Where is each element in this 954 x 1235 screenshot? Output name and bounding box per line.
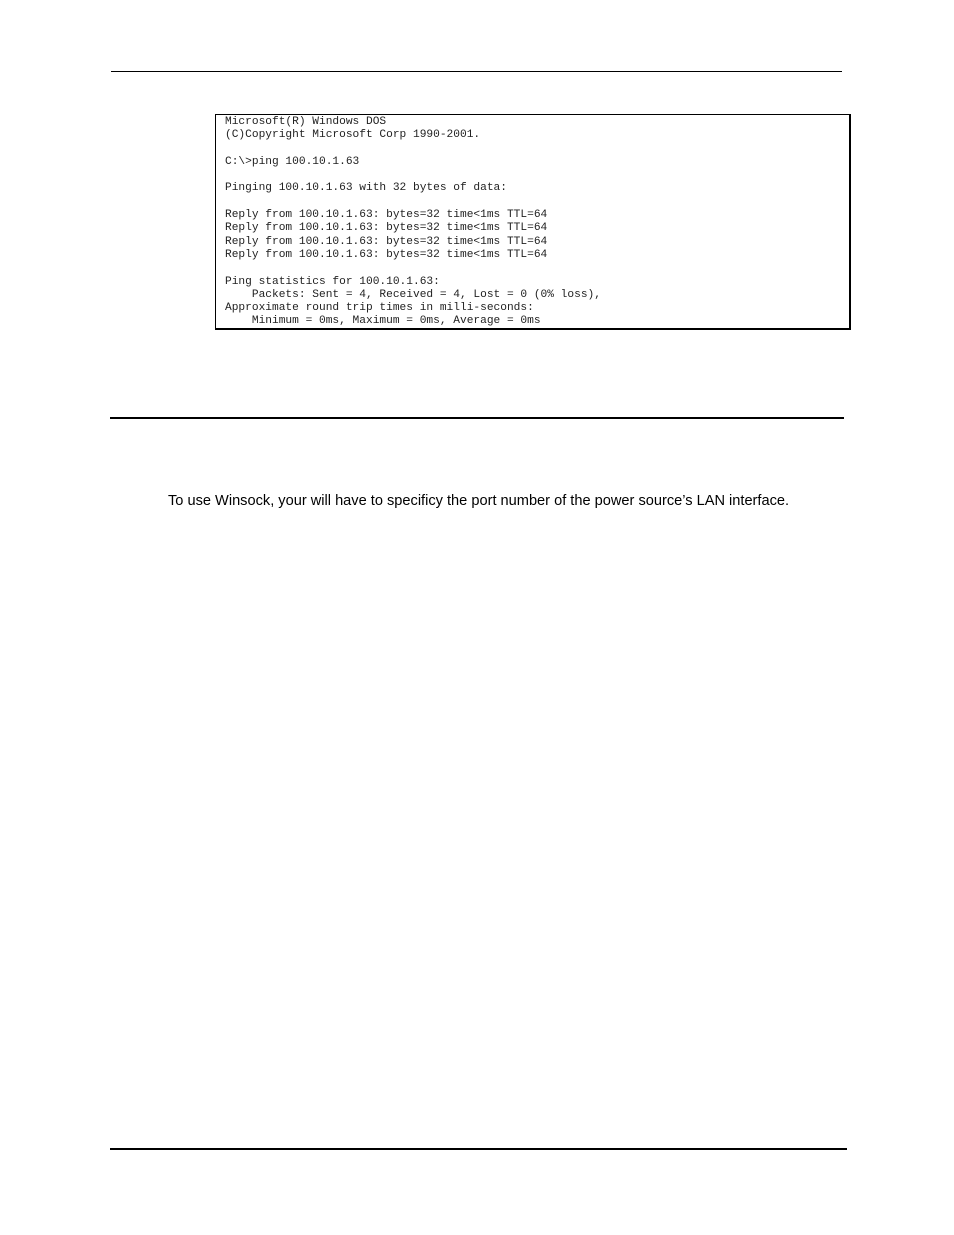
console-line: Packets: Sent = 4, Received = 4, Lost = 0 (0% loss), [225, 288, 601, 301]
console-line: Reply from 100.10.1.63: bytes=32 time<1ms TTL=64 [225, 248, 548, 261]
footer-rule [110, 1148, 847, 1150]
console-line: Minimum = 0ms, Maximum = 0ms, Average = 0ms [225, 315, 541, 328]
winsock-instruction-paragraph: To use Winsock, your will have to specificy the port number of the power source’s LAN interface. [168, 493, 790, 509]
console-line: Approximate round trip times in milli-seconds: [225, 302, 534, 315]
console-line: Reply from 100.10.1.63: bytes=32 time<1ms TTL=64 [225, 209, 548, 222]
console-line: Microsoft(R) Windows DOS [225, 116, 387, 128]
console-line: Reply from 100.10.1.63: bytes=32 time<1ms TTL=64 [225, 222, 548, 235]
console-line: Pinging 100.10.1.63 with 32 bytes of data: [225, 182, 507, 195]
console-line: (C)Copyright Microsoft Corp 1990-2001. [225, 129, 481, 142]
section-divider [110, 417, 844, 419]
header-rule [111, 71, 842, 72]
console-line: C:\>ping 100.10.1.63 [225, 155, 360, 168]
console-output-box [215, 114, 851, 330]
console-line: Reply from 100.10.1.63: bytes=32 time<1ms TTL=64 [225, 235, 548, 248]
console-output-text [225, 116, 601, 329]
console-line: Ping statistics for 100.10.1.63: [225, 275, 440, 288]
